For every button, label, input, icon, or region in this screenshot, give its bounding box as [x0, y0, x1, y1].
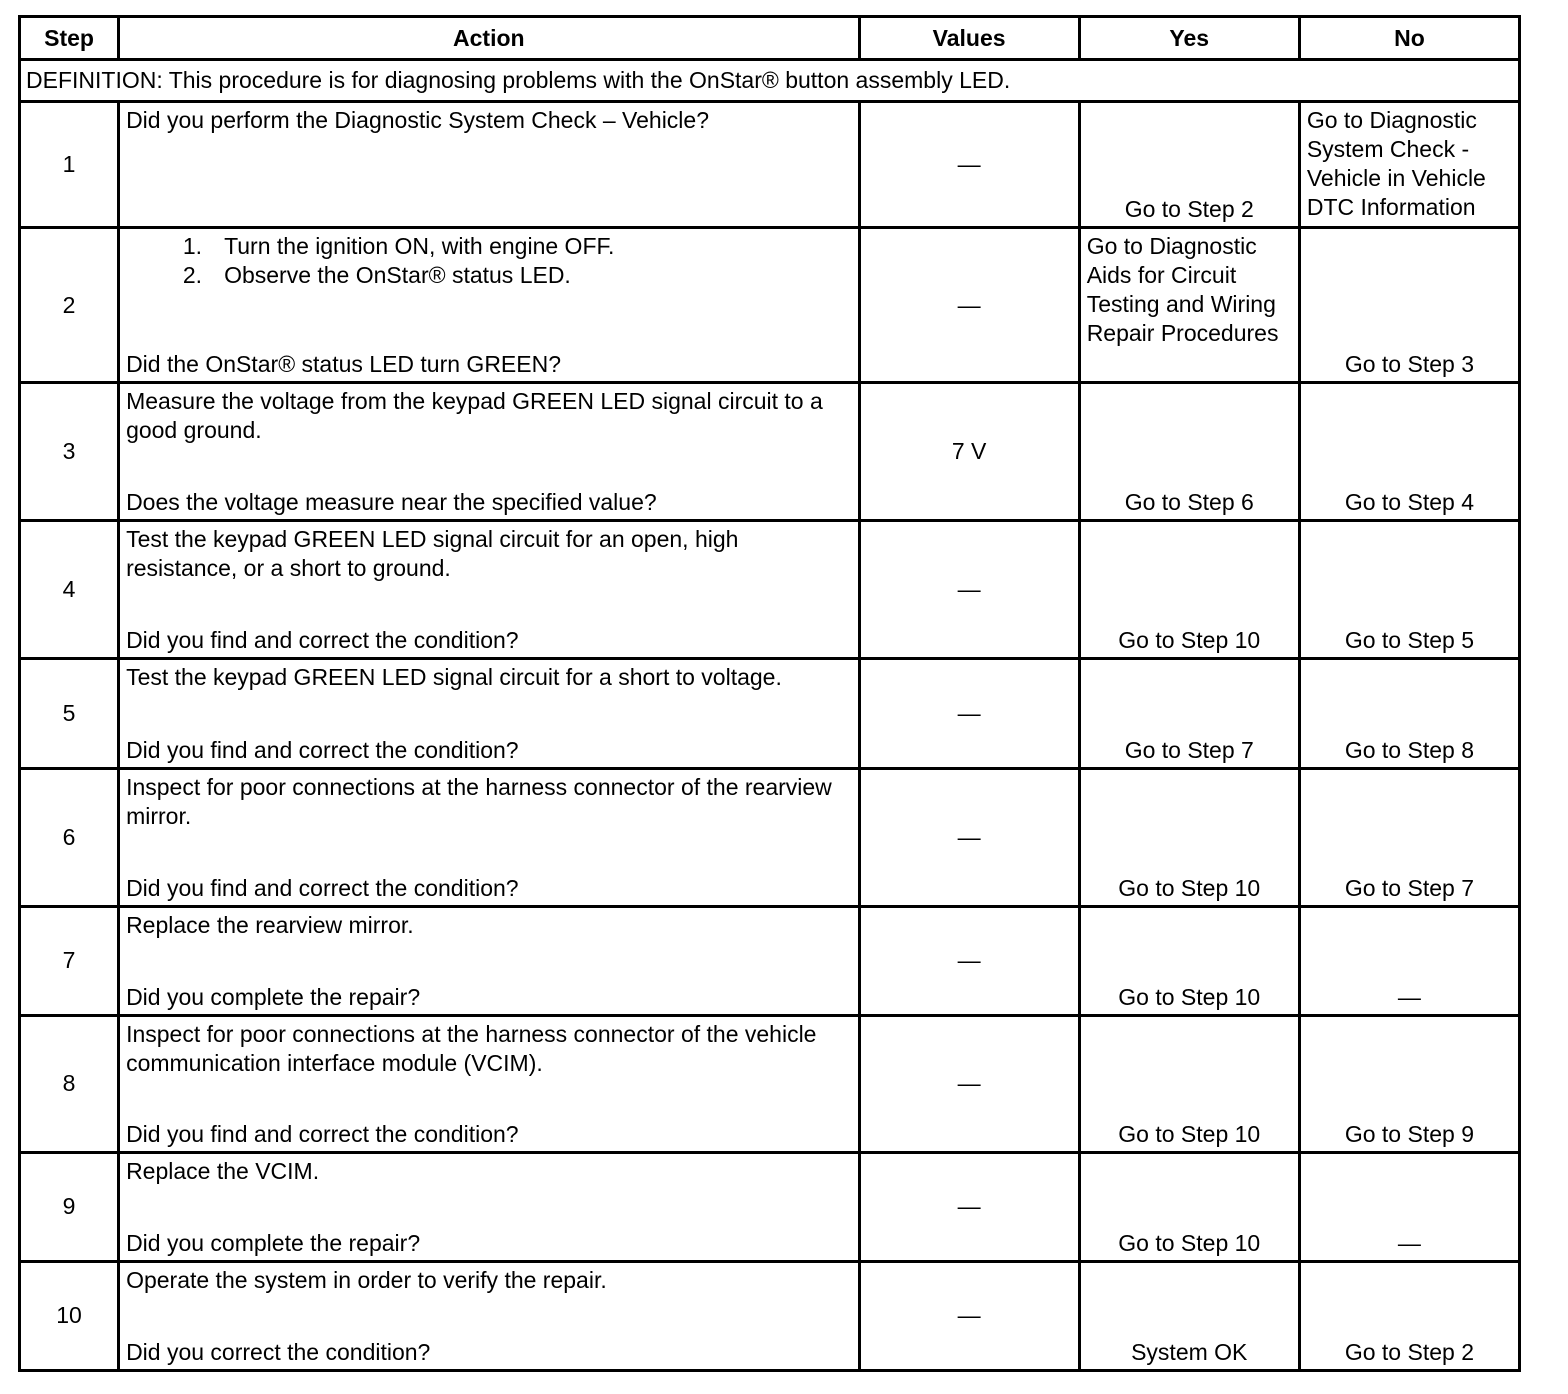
yes-cell: Go to Step 10	[1079, 1152, 1299, 1261]
table-row	[20, 1015, 1520, 1152]
action-instruction: Inspect for poor connections at the harness connector of the rearview mirror.	[126, 773, 832, 829]
action-question: Does the voltage measure near the specified value?	[126, 489, 657, 516]
table-row	[20, 228, 1520, 383]
step-number: 1	[20, 102, 119, 228]
action-cell	[119, 906, 859, 1015]
action-question: Did you find and correct the condition?	[126, 874, 519, 901]
action-cell	[119, 521, 859, 659]
diagnostic-table	[18, 15, 1521, 1372]
no-cell: Go to Step 5	[1299, 521, 1519, 659]
value-cell: —	[859, 659, 1079, 768]
definition-row	[20, 60, 1520, 102]
no-cell: Go to Step 3	[1299, 228, 1519, 383]
action-question: Did you complete the repair?	[126, 1229, 421, 1256]
action-substep	[126, 261, 851, 290]
action-instruction: Replace the rearview mirror.	[126, 911, 414, 938]
yes-cell: Go to Step 7	[1079, 659, 1299, 768]
value-cell: —	[859, 1015, 1079, 1152]
action-instruction: Did you perform the Diagnostic System Check – Vehicle?	[126, 107, 710, 134]
table-row	[20, 383, 1520, 521]
action-instruction: Test the keypad GREEN LED signal circuit for a short to voltage.	[126, 664, 782, 691]
step-number: 4	[20, 521, 119, 659]
yes-cell: Go to Step 10	[1079, 521, 1299, 659]
action-question: Did you complete the repair?	[126, 983, 421, 1010]
action-instruction: Operate the system in order to verify the repair.	[126, 1266, 607, 1293]
yes-cell: Go to Step 2	[1079, 102, 1299, 228]
header-step: Step	[20, 17, 119, 60]
substep-text: Turn the ignition ON, with engine OFF.	[224, 233, 615, 260]
header-no: No	[1299, 17, 1519, 60]
action-substeps	[126, 232, 851, 290]
header-values: Values	[859, 17, 1079, 60]
header-action: Action	[119, 17, 859, 60]
table-row	[20, 102, 1520, 228]
substep-number: 1.	[182, 233, 203, 260]
no-cell: —	[1299, 906, 1519, 1015]
action-question: Did you find and correct the condition?	[126, 627, 519, 654]
step-number: 3	[20, 383, 119, 521]
step-number: 8	[20, 1015, 119, 1152]
substep-text: Observe the OnStar® status LED.	[224, 262, 571, 289]
action-question: Did the OnStar® status LED turn GREEN?	[126, 351, 562, 378]
action-instruction: Test the keypad GREEN LED signal circuit for an open, high resistance, or a short to ground.	[126, 526, 739, 582]
yes-cell: Go to Diagnostic Aids for Circuit Testing and Wiring Repair Procedures	[1079, 228, 1299, 383]
table-row	[20, 906, 1520, 1015]
action-question: Did you correct the condition?	[126, 1339, 431, 1365]
step-number: 2	[20, 228, 119, 383]
value-cell: —	[859, 102, 1079, 228]
no-cell: —	[1299, 1152, 1519, 1261]
no-cell: Go to Step 4	[1299, 383, 1519, 521]
definition-text: DEFINITION: This procedure is for diagnosing problems with the OnStar® button assembly LED.	[20, 60, 1520, 102]
substep-number: 2.	[182, 262, 203, 289]
value-cell: —	[859, 906, 1079, 1015]
yes-cell: Go to Step 10	[1079, 906, 1299, 1015]
value-cell: —	[859, 228, 1079, 383]
action-cell	[119, 1261, 859, 1370]
value-cell: —	[859, 768, 1079, 906]
action-instruction: Measure the voltage from the keypad GREEN LED signal circuit to a good ground.	[126, 388, 823, 444]
action-cell	[119, 1152, 859, 1261]
no-cell: Go to Step 8	[1299, 659, 1519, 768]
value-cell: 7 V	[859, 383, 1079, 521]
no-cell: Go to Step 9	[1299, 1015, 1519, 1152]
yes-cell: System OK	[1079, 1261, 1299, 1370]
action-cell	[119, 102, 859, 228]
yes-cell: Go to Step 6	[1079, 383, 1299, 521]
table-row	[20, 768, 1520, 906]
action-instruction: Replace the VCIM.	[126, 1157, 320, 1184]
header-yes: Yes	[1079, 17, 1299, 60]
action-cell	[119, 228, 859, 383]
step-number: 6	[20, 768, 119, 906]
table-row	[20, 1152, 1520, 1261]
no-cell: Go to Step 2	[1299, 1261, 1519, 1370]
action-instruction: Inspect for poor connections at the harness connector of the vehicle communication interface module (VCIM).	[126, 1020, 817, 1076]
action-cell	[119, 1015, 859, 1152]
yes-cell: Go to Step 10	[1079, 768, 1299, 906]
yes-cell: Go to Step 10	[1079, 1015, 1299, 1152]
no-cell: Go to Step 7	[1299, 768, 1519, 906]
table-row	[20, 1261, 1520, 1370]
step-number: 5	[20, 659, 119, 768]
action-cell	[119, 383, 859, 521]
action-cell	[119, 659, 859, 768]
step-number: 10	[20, 1261, 119, 1370]
value-cell: —	[859, 1261, 1079, 1370]
action-question: Did you find and correct the condition?	[126, 1120, 519, 1147]
value-cell: —	[859, 521, 1079, 659]
step-number: 9	[20, 1152, 119, 1261]
no-cell: Go to Diagnostic System Check - Vehicle in Vehicle DTC Information	[1299, 102, 1519, 228]
value-cell: —	[859, 1152, 1079, 1261]
table-row	[20, 659, 1520, 768]
action-substep	[126, 232, 851, 261]
action-question: Did you find and correct the condition?	[126, 736, 519, 763]
action-cell	[119, 768, 859, 906]
table-row	[20, 521, 1520, 659]
step-number: 7	[20, 906, 119, 1015]
header-row	[20, 17, 1520, 60]
